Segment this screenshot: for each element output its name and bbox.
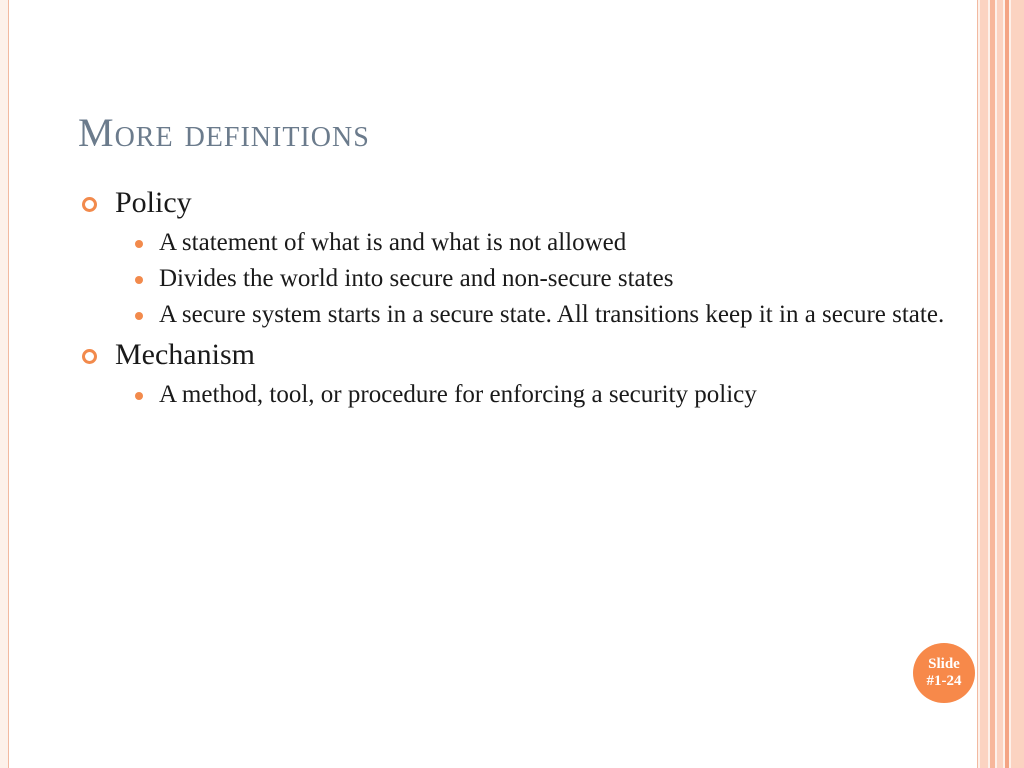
dot-bullet-icon [135,240,143,248]
decorative-stripe [997,0,1003,768]
decorative-stripe [980,0,988,768]
decorative-stripe [990,0,995,768]
ring-bullet-icon [82,197,97,212]
bullet-group-policy [80,184,950,330]
dot-bullet-icon [135,392,143,400]
sub-bullet-item [80,228,950,258]
slide-body [80,184,950,416]
decorative-stripe [1005,0,1009,768]
bullet-group-mechanism [80,336,950,410]
slide-title: More definitions [78,110,370,155]
sub-bullet-text: A statement of what is and what is not allowed [159,229,627,256]
dot-bullet-icon [135,312,143,320]
dot-bullet-icon [135,276,143,284]
slide-badge-label: Slide [928,656,960,672]
bullet-text: Mechanism [115,338,255,371]
ring-bullet-icon [82,349,97,364]
sub-bullet-text: A secure system starts in a secure state. All transitions keep it in a secure state. [159,301,945,328]
bullet-item [80,336,950,374]
slide-badge-number: #1-24 [926,673,962,689]
bullet-item [80,184,950,222]
bullet-text: Policy [115,186,192,219]
sub-bullet-item [80,300,950,330]
sub-bullet-item [80,380,950,410]
decorative-stripe [1011,0,1024,768]
sub-bullet-item [80,264,950,294]
sub-bullet-text: A method, tool, or procedure for enforcing a security policy [159,381,757,408]
sub-bullet-text: Divides the world into secure and non-secure states [159,265,674,292]
slide-number-badge [913,643,975,703]
